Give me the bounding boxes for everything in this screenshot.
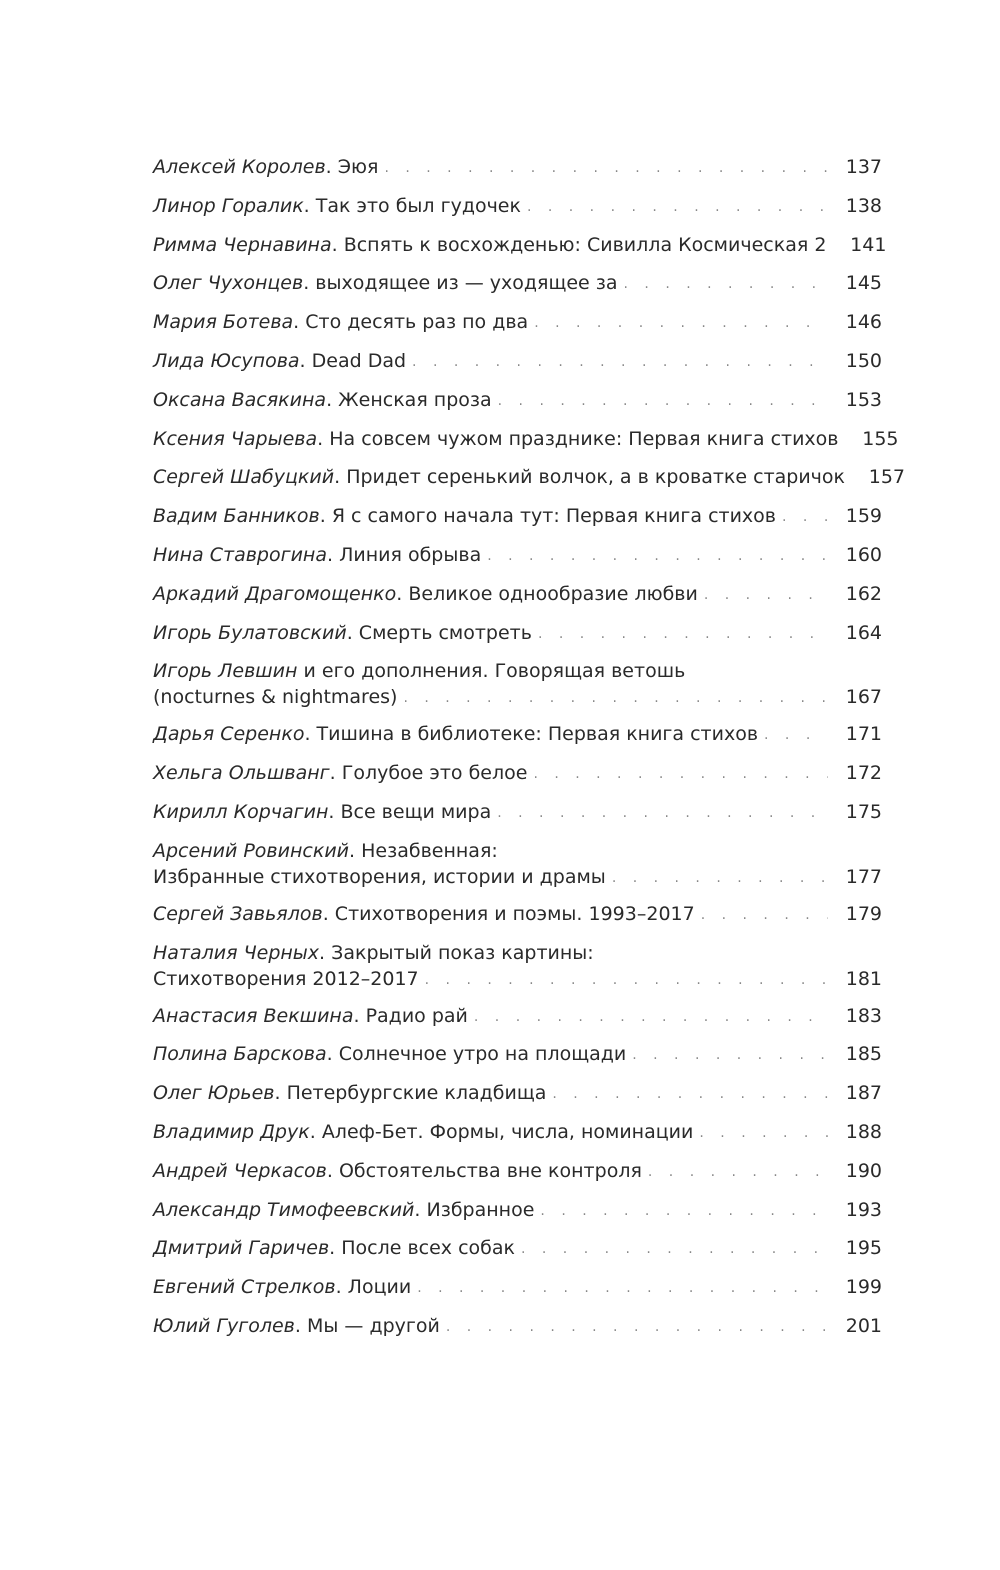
toc-line — [153, 232, 887, 258]
toc-author: Дарья Серенко — [153, 723, 305, 746]
toc-author: Полина Барскова — [153, 1043, 327, 1066]
toc-entry-text: Дмитрий Гаричев. После всех собак — [153, 1237, 515, 1260]
toc-entry — [153, 348, 882, 374]
dot-leader — [552, 1081, 828, 1107]
dot-leader — [446, 1314, 828, 1340]
toc-entry — [153, 542, 882, 568]
toc-entry — [153, 1041, 882, 1067]
toc-entry-text: Анастасия Векшина. Радио рай — [153, 1004, 468, 1027]
toc-entry-text: Игорь Левшин и его дополнения. Говорящая ветошь — [153, 660, 686, 683]
toc-page-number: 199 — [845, 1276, 882, 1299]
dot-leader — [632, 1042, 828, 1068]
toc-page-number: 159 — [845, 505, 882, 528]
toc-author: Олег Чухонцев — [153, 272, 304, 295]
dot-leader — [384, 155, 828, 181]
toc-entry-text: Нина Ставрогина. Линия обрыва — [153, 543, 482, 566]
toc-line — [153, 620, 882, 646]
toc-entry — [153, 1119, 882, 1145]
toc-title: Придет серенький волчок, а в кроватке старичок — [346, 466, 846, 489]
toc-entry — [153, 154, 882, 180]
toc-line — [153, 901, 882, 927]
toc-entry — [153, 1274, 882, 1300]
dot-leader — [782, 504, 828, 530]
toc-title: Dead Dad — [311, 349, 407, 372]
toc-title: Стихотворения и поэмы. 1993–2017 — [334, 902, 695, 925]
toc-entry — [153, 940, 882, 992]
toc-page-number: 195 — [845, 1237, 882, 1260]
toc-title: Все вещи мира — [340, 800, 492, 823]
toc-entry — [153, 1197, 882, 1223]
toc-author: Оксана Васякина — [153, 388, 327, 411]
toc-entry-text: Сергей Завьялов. Стихотворения и поэмы. 1993–2017 — [153, 902, 695, 925]
toc-page-number: 150 — [845, 349, 882, 372]
toc-author: Евгений Стрелков — [153, 1276, 336, 1299]
toc-title: Сто десять раз по два — [305, 311, 529, 334]
dot-leader — [533, 761, 828, 787]
toc-entry-text: Евгений Стрелков. Лоции — [153, 1276, 412, 1299]
toc-page-number: 153 — [845, 388, 882, 411]
toc-page-number: 183 — [845, 1004, 882, 1027]
toc-author: Аркадий Драгомощенко — [153, 582, 397, 605]
toc-title: Я с самого начала тут: Первая книга стихов — [331, 505, 777, 528]
toc-page-number: 171 — [845, 723, 882, 746]
toc-line — [153, 542, 882, 568]
toc-line — [153, 270, 882, 296]
toc-entry-text: Аркадий Драгомощенко. Великое однообразие любви — [153, 582, 698, 605]
toc-page-number: 141 — [850, 233, 887, 256]
toc-title: Голубое это белое — [341, 762, 528, 785]
toc-page-number: 172 — [845, 762, 882, 785]
toc-entry-text: Сергей Шабуцкий. Придет серенький волчок, а в кроватке старичок — [153, 466, 846, 489]
toc-entry — [153, 581, 882, 607]
toc-title: Избранное — [426, 1198, 535, 1221]
toc-entry — [153, 464, 906, 490]
toc-entry-text: Вадим Банников. Я с самого начала тут: Первая книга стихов — [153, 505, 777, 528]
dot-leader — [497, 800, 828, 826]
toc-entry-text: Наталия Черных. Закрытый показ картины: — [153, 941, 594, 964]
toc-line — [153, 966, 882, 992]
toc-entry — [153, 658, 882, 710]
toc-author: Хельга Ольшванг — [153, 762, 330, 785]
toc-line — [153, 1119, 882, 1145]
dot-leader — [498, 388, 828, 414]
toc-entry — [153, 503, 882, 529]
toc-line — [153, 1041, 882, 1067]
dot-leader — [540, 1198, 828, 1224]
toc-title: Говорящая ветошь — [494, 660, 686, 683]
toc-page-number: 155 — [862, 427, 899, 450]
table-of-contents — [153, 154, 906, 1352]
dot-leader — [521, 1236, 828, 1262]
toc-line — [153, 1313, 882, 1339]
toc-line — [153, 658, 882, 684]
dot-leader — [648, 1159, 828, 1185]
toc-author: Нина Ставрогина — [153, 543, 327, 566]
toc-entry-text: Оксана Васякина. Женская проза — [153, 388, 492, 411]
toc-line — [153, 464, 906, 490]
toc-page-number: 146 — [845, 311, 882, 334]
dot-leader — [403, 685, 828, 711]
toc-title: Радио рай — [365, 1004, 468, 1027]
toc-page-number: 193 — [845, 1198, 882, 1221]
toc-entry-text: Юлий Гуголев. Мы — другой — [153, 1314, 440, 1337]
toc-entry-text: Ксения Чарыева. На совсем чужом празднике: Первая книга стихов — [153, 427, 839, 450]
toc-page-number: 190 — [845, 1159, 882, 1182]
dot-leader — [412, 349, 828, 375]
toc-entry-text: Линор Горалик. Так это был гудочек — [153, 194, 521, 217]
toc-entry — [153, 760, 882, 786]
toc-title: Алеф-Бет. Формы, числа, номинации — [321, 1120, 694, 1143]
toc-entry — [153, 193, 882, 219]
toc-author: Ксения Чарыева — [153, 427, 318, 450]
toc-entry-text: Полина Барскова. Солнечное утро на площади — [153, 1043, 627, 1066]
toc-author: Сергей Шабуцкий — [153, 466, 335, 489]
toc-entry — [153, 387, 882, 413]
toc-author: Наталия Черных — [153, 941, 320, 964]
toc-entry — [153, 799, 882, 825]
toc-line — [153, 387, 882, 413]
toc-entry — [153, 901, 882, 927]
dot-leader — [527, 194, 828, 220]
toc-page-number: 164 — [845, 621, 882, 644]
toc-entry-text: Арсений Ровинский. Незабвенная: — [153, 839, 498, 862]
toc-author: Римма Чернавина — [153, 233, 332, 256]
toc-entry-text: Хельга Ольшванг. Голубое это белое — [153, 762, 528, 785]
toc-entry-text: Андрей Черкасов. Обстоятельства вне контроля — [153, 1159, 642, 1182]
toc-line — [153, 864, 882, 890]
toc-entry-text: Игорь Булатовский. Смерть смотреть — [153, 621, 532, 644]
toc-author: Вадим Банников — [153, 505, 320, 528]
toc-author: Игорь Булатовский — [153, 621, 347, 644]
toc-line — [153, 1235, 882, 1261]
toc-page-number: 145 — [845, 272, 882, 295]
toc-line — [153, 309, 882, 335]
toc-author: Владимир Друк — [153, 1120, 310, 1143]
toc-line — [153, 940, 882, 966]
dot-leader — [417, 1275, 828, 1301]
toc-line — [153, 193, 882, 219]
toc-page-number: 179 — [845, 902, 882, 925]
toc-entry-text: Кирилл Корчагин. Все вещи мира — [153, 800, 492, 823]
toc-page-number: 175 — [845, 800, 882, 823]
toc-title: Лоции — [347, 1276, 412, 1299]
toc-entry — [153, 838, 882, 890]
toc-line — [153, 1274, 882, 1300]
toc-page-number: 187 — [845, 1082, 882, 1105]
toc-line — [153, 1080, 882, 1106]
toc-entry-text: Олег Юрьев. Петербургские кладбища — [153, 1082, 547, 1105]
toc-line — [153, 1158, 882, 1184]
toc-title: Линия обрыва — [339, 543, 482, 566]
toc-title: Обстоятельства вне контроля — [338, 1159, 642, 1182]
toc-title: После всех собак — [341, 1237, 515, 1260]
dot-leader — [701, 902, 828, 928]
toc-author: Дмитрий Гаричев — [153, 1237, 330, 1260]
toc-author: Анастасия Векшина — [153, 1004, 354, 1027]
dot-leader — [764, 722, 828, 748]
toc-author: Олег Юрьев — [153, 1082, 275, 1105]
toc-author: Андрей Черкасов — [153, 1159, 327, 1182]
toc-page-number: 181 — [845, 967, 882, 990]
toc-title: Смерть смотреть — [358, 621, 532, 644]
toc-entry-text: Дарья Серенко. Тишина в библиотеке: Первая книга стихов — [153, 723, 759, 746]
dot-leader — [624, 271, 828, 297]
toc-title: Женская проза — [338, 388, 492, 411]
toc-author: Мария Ботева — [153, 311, 294, 334]
toc-author: Лида Юсупова — [153, 349, 300, 372]
dot-leader — [534, 310, 828, 336]
toc-author: Арсений Ровинский — [153, 839, 350, 862]
toc-author: Кирилл Корчагин — [153, 800, 329, 823]
toc-entry — [153, 1313, 882, 1339]
dot-leader — [538, 621, 828, 647]
toc-entry-text: Александр Тимофеевский. Избранное — [153, 1198, 535, 1221]
toc-entry — [153, 232, 887, 258]
toc-title: Мы — другой — [306, 1314, 440, 1337]
toc-page-number: 137 — [845, 156, 882, 178]
dot-leader — [474, 1004, 828, 1030]
toc-line — [153, 348, 882, 374]
toc-page-number: 177 — [845, 865, 882, 888]
toc-title: Вспять к восхожденью: Сивилла Космическая 2 — [343, 233, 827, 256]
toc-entry-text: Мария Ботева. Сто десять раз по два — [153, 311, 529, 334]
toc-author: Юлий Гуголев — [153, 1314, 295, 1337]
toc-entry — [153, 721, 882, 747]
toc-title: Тишина в библиотеке: Первая книга стихов — [316, 723, 759, 746]
toc-entry — [153, 620, 882, 646]
toc-page-number: 201 — [845, 1314, 882, 1337]
dot-leader — [425, 967, 828, 993]
toc-line — [153, 1197, 882, 1223]
toc-entry-text: Лида Юсупова. Dead Dad — [153, 349, 407, 372]
toc-author: Сергей Завьялов — [153, 902, 323, 925]
toc-entry — [153, 1080, 882, 1106]
toc-page-number: 157 — [868, 466, 906, 489]
toc-entry — [153, 1158, 882, 1184]
toc-line — [153, 799, 882, 825]
toc-title: Петербургские кладбища — [286, 1082, 547, 1105]
toc-entry-text: Олег Чухонцев. выходящее из — уходящее за — [153, 272, 618, 295]
toc-title-continued: Избранные стихотворения, истории и драмы — [153, 865, 606, 888]
toc-title: Великое однообразие любви — [408, 582, 698, 605]
toc-line — [153, 838, 882, 864]
toc-title: Эюя — [337, 156, 379, 178]
toc-page-number: 185 — [845, 1043, 882, 1066]
toc-title: Закрытый показ картины: — [331, 941, 594, 964]
toc-author-suffix: и его дополнения — [297, 660, 483, 683]
toc-line — [153, 426, 899, 452]
toc-line — [153, 760, 882, 786]
toc-title: Так это был гудочек — [315, 194, 521, 217]
toc-page-number: 160 — [845, 543, 882, 566]
toc-entry-text: Владимир Друк. Алеф-Бет. Формы, числа, номинации — [153, 1120, 694, 1143]
toc-title-continued: (nocturnes & nightmares) — [153, 686, 398, 709]
toc-title: Солнечное утро на площади — [338, 1043, 627, 1066]
toc-page-number: 188 — [845, 1120, 882, 1143]
toc-title-continued: Стихотворения 2012–2017 — [153, 967, 419, 990]
toc-entry — [153, 1003, 882, 1029]
toc-author: Александр Тимофеевский — [153, 1198, 415, 1221]
toc-author: Игорь Левшин — [153, 660, 298, 683]
toc-line — [153, 581, 882, 607]
toc-title: выходящее из — уходящее за — [315, 272, 618, 295]
toc-line — [153, 154, 882, 180]
toc-entry — [153, 426, 899, 452]
dot-leader — [487, 543, 828, 569]
toc-entry — [153, 309, 882, 335]
toc-page-number: 162 — [845, 582, 882, 605]
toc-entry-text: Римма Чернавина. Вспять к восхожденью: Сивилла Космическая 2 — [153, 233, 827, 256]
toc-line — [153, 684, 882, 710]
toc-entry — [153, 1235, 882, 1261]
dot-leader — [699, 1120, 828, 1146]
dot-leader — [612, 865, 828, 891]
dot-leader — [704, 582, 828, 608]
toc-author: Линор Горалик — [153, 194, 304, 217]
toc-line — [153, 1003, 882, 1029]
toc-page-number: 167 — [845, 686, 882, 709]
toc-entry-text: Алексей Королев. Эюя — [153, 156, 379, 178]
toc-entry — [153, 270, 882, 296]
toc-line — [153, 721, 882, 747]
toc-line — [153, 503, 882, 529]
toc-title: Незабвенная: — [361, 839, 498, 862]
toc-page-number: 138 — [845, 194, 882, 217]
toc-author: Алексей Королев — [153, 156, 326, 178]
toc-title: На совсем чужом празднике: Первая книга стихов — [329, 427, 839, 450]
